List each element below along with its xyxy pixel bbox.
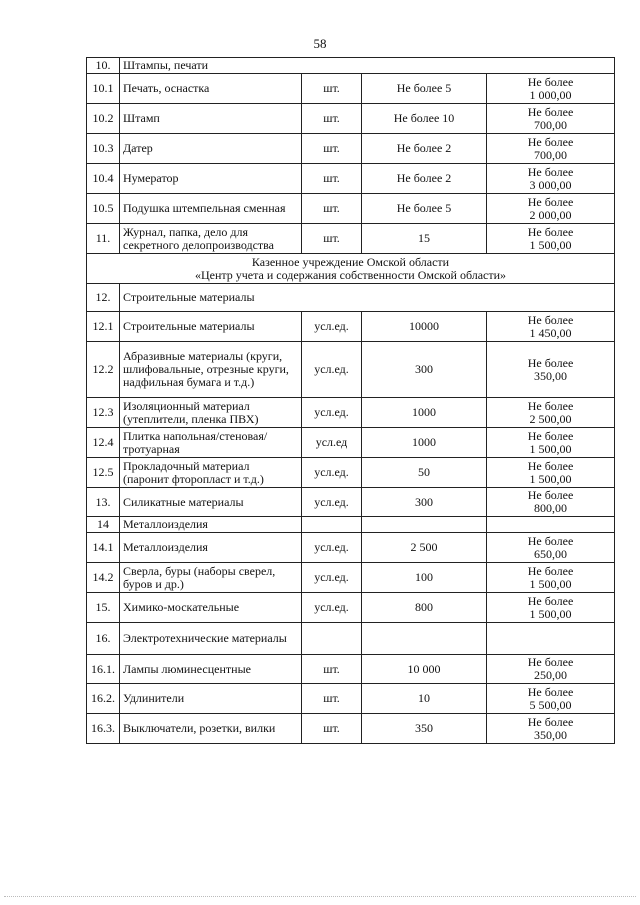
unit-cell (302, 517, 362, 533)
price-cell (487, 342, 615, 398)
price-cell (487, 714, 615, 744)
table-row (87, 398, 615, 428)
unit-cell: усл.ед. (302, 342, 362, 398)
price-limit-label: Не более (527, 355, 574, 370)
row-number: 12.1 (87, 312, 120, 342)
item-name: Выключатели, розетки, вилки (120, 714, 302, 744)
price-value: 5 500,00 (529, 697, 572, 712)
unit-cell: усл.ед. (302, 563, 362, 593)
price-value: 350,00 (534, 727, 567, 742)
unit-cell: шт. (302, 134, 362, 164)
price-limit-label: Не более (527, 533, 574, 548)
row-number: 16.3. (87, 714, 120, 744)
quantity-cell: 800 (362, 593, 487, 623)
item-name: Абразивные материалы (круги, шлифовальные, отрезные круги, надфильная бумага и т.д.) (120, 342, 302, 398)
price-limit-label: Не более (527, 458, 574, 473)
item-name: Строительные материалы (120, 312, 302, 342)
item-name: Сверла, буры (наборы сверел, буров и др.) (120, 563, 302, 593)
price-cell (487, 684, 615, 714)
row-number: 15. (87, 593, 120, 623)
table-row (87, 164, 615, 194)
row-number: 10.2 (87, 104, 120, 134)
price-limit-label: Не более (527, 134, 574, 149)
table-row (87, 224, 615, 254)
price-cell (487, 312, 615, 342)
item-name: Силикатные материалы (120, 488, 302, 517)
table-row (87, 533, 615, 563)
price-cell (487, 104, 615, 134)
price-limit-label: Не более (527, 224, 574, 239)
price-cell (487, 655, 615, 684)
item-name: Изоляционный материал (утеплители, пленка ПВХ) (120, 398, 302, 428)
table-row (87, 488, 615, 517)
row-number: 16. (87, 623, 120, 655)
unit-cell: шт. (302, 194, 362, 224)
quantity-cell: 350 (362, 714, 487, 744)
unit-cell: усл.ед. (302, 398, 362, 428)
price-cell (487, 398, 615, 428)
price-cell (487, 623, 615, 655)
quantity-cell: 1000 (362, 398, 487, 428)
price-cell (487, 488, 615, 517)
item-name: Металлоизделия (120, 533, 302, 563)
quantity-cell: Не более 10 (362, 104, 487, 134)
price-value: 1 500,00 (529, 441, 572, 456)
table-row (87, 74, 615, 104)
price-value: 1 500,00 (529, 606, 572, 621)
price-limit-label: Не более (527, 655, 574, 669)
quantity-cell: Не более 5 (362, 194, 487, 224)
table-row (87, 563, 615, 593)
table-row (87, 104, 615, 134)
price-cell (487, 593, 615, 623)
quantity-cell (362, 623, 487, 655)
quantity-cell (362, 517, 487, 533)
unit-cell: шт. (302, 74, 362, 104)
quantity-cell: 100 (362, 563, 487, 593)
price-value: 800,00 (534, 501, 567, 515)
item-name: Печать, оснастка (120, 74, 302, 104)
page-number: 58 (313, 36, 327, 51)
unit-cell: шт. (302, 224, 362, 254)
quantity-cell: 10000 (362, 312, 487, 342)
section-name: Электротехнические материалы (120, 623, 302, 655)
table-row (87, 593, 615, 623)
price-limit-label: Не более (527, 398, 574, 413)
section-name: Металлоизделия (120, 517, 302, 533)
unit-cell: усл.ед. (302, 533, 362, 563)
price-value: 250,00 (534, 668, 567, 682)
price-cell (487, 458, 615, 488)
price-limit-label: Не более (527, 74, 574, 89)
quantity-cell: 10 000 (362, 655, 487, 684)
price-value: 1 000,00 (529, 87, 572, 102)
price-limit-label: Не более (527, 104, 574, 119)
item-name: Удлинители (120, 684, 302, 714)
org-name-line: «Центр учета и содержания собственности Омской области» (194, 267, 507, 282)
unit-cell: шт. (302, 684, 362, 714)
price-limit-label: Не более (527, 488, 574, 502)
price-value: 3 000,00 (529, 177, 572, 192)
table-row (87, 714, 615, 744)
quantity-cell: 2 500 (362, 533, 487, 563)
quantity-cell: Не более 5 (362, 74, 487, 104)
unit-cell: шт. (302, 164, 362, 194)
item-name: Журнал, папка, дело для секретного делопроизводства (120, 224, 302, 254)
section-name: Штампы, печати (120, 58, 615, 74)
quantity-cell: 1000 (362, 428, 487, 458)
item-name: Прокладочный материал (паронит фторопласт и т.д.) (120, 458, 302, 488)
row-number: 16.2. (87, 684, 120, 714)
price-value: 350,00 (534, 368, 567, 383)
unit-cell: шт. (302, 104, 362, 134)
table-row (87, 684, 615, 714)
unit-cell: усл.ед. (302, 488, 362, 517)
item-name: Датер (120, 134, 302, 164)
unit-cell: усл.ед (302, 428, 362, 458)
item-name: Штамп (120, 104, 302, 134)
price-limit-label: Не более (527, 684, 574, 699)
price-limit-label: Не более (527, 593, 574, 608)
row-number: 14.2 (87, 563, 120, 593)
norms-table (86, 57, 615, 744)
unit-cell: усл.ед. (302, 458, 362, 488)
price-limit-label: Не более (527, 563, 574, 578)
org-name-cell (87, 254, 615, 284)
quantity-cell: 300 (362, 342, 487, 398)
section-name: Строительные материалы (120, 284, 615, 312)
price-value: 650,00 (534, 546, 567, 561)
price-limit-label: Не более (527, 428, 574, 443)
price-value: 700,00 (534, 147, 567, 162)
table-row (87, 655, 615, 684)
price-cell (487, 563, 615, 593)
row-number: 10.5 (87, 194, 120, 224)
item-name: Химико-москательные (120, 593, 302, 623)
price-cell (487, 224, 615, 254)
price-value: 1 500,00 (529, 237, 572, 252)
section-row (87, 517, 615, 533)
row-number: 10.3 (87, 134, 120, 164)
table-row (87, 194, 615, 224)
row-number: 10.4 (87, 164, 120, 194)
row-number: 12.2 (87, 342, 120, 398)
unit-cell: усл.ед. (302, 593, 362, 623)
unit-cell (302, 623, 362, 655)
row-number: 11. (87, 224, 120, 254)
row-number: 12. (87, 284, 120, 312)
price-value: 1 500,00 (529, 576, 572, 591)
table-row (87, 458, 615, 488)
item-name: Лампы люминесцентные (120, 655, 302, 684)
section-row (87, 623, 615, 655)
price-cell (487, 533, 615, 563)
item-name: Плитка напольная/стеновая/тротуарная (120, 428, 302, 458)
table-row (87, 342, 615, 398)
quantity-cell: Не более 2 (362, 164, 487, 194)
price-value: 2 500,00 (529, 411, 572, 426)
quantity-cell: 10 (362, 684, 487, 714)
quantity-cell: Не более 2 (362, 134, 487, 164)
row-number: 12.3 (87, 398, 120, 428)
row-number: 10.1 (87, 74, 120, 104)
org-header-row (87, 254, 615, 284)
unit-cell: усл.ед. (302, 312, 362, 342)
price-value: 700,00 (534, 117, 567, 132)
row-number: 14.1 (87, 533, 120, 563)
unit-cell: шт. (302, 714, 362, 744)
price-limit-label: Не более (527, 194, 574, 209)
table-row (87, 134, 615, 164)
table-row (87, 428, 615, 458)
org-name-line: Казенное учреждение Омской области (251, 254, 450, 269)
price-cell (487, 194, 615, 224)
row-number: 12.5 (87, 458, 120, 488)
row-number: 13. (87, 488, 120, 517)
quantity-cell: 50 (362, 458, 487, 488)
price-cell (487, 517, 615, 533)
row-number: 16.1. (87, 655, 120, 684)
table-row (87, 312, 615, 342)
section-row (87, 58, 615, 74)
row-number: 12.4 (87, 428, 120, 458)
item-name: Подушка штемпельная сменная (120, 194, 302, 224)
price-limit-label: Не более (527, 312, 574, 327)
quantity-cell: 300 (362, 488, 487, 517)
row-number: 10. (87, 58, 120, 74)
scan-edge-noise (4, 896, 636, 900)
unit-cell: шт. (302, 655, 362, 684)
price-cell (487, 428, 615, 458)
price-cell (487, 134, 615, 164)
price-value: 1 450,00 (529, 325, 572, 340)
row-number: 14 (87, 517, 120, 533)
price-limit-label: Не более (527, 714, 574, 729)
price-value: 1 500,00 (529, 471, 572, 486)
price-value: 2 000,00 (529, 207, 572, 222)
price-cell (487, 74, 615, 104)
price-cell (487, 164, 615, 194)
price-limit-label: Не более (527, 164, 574, 179)
quantity-cell: 15 (362, 224, 487, 254)
item-name: Нумератор (120, 164, 302, 194)
section-row (87, 284, 615, 312)
